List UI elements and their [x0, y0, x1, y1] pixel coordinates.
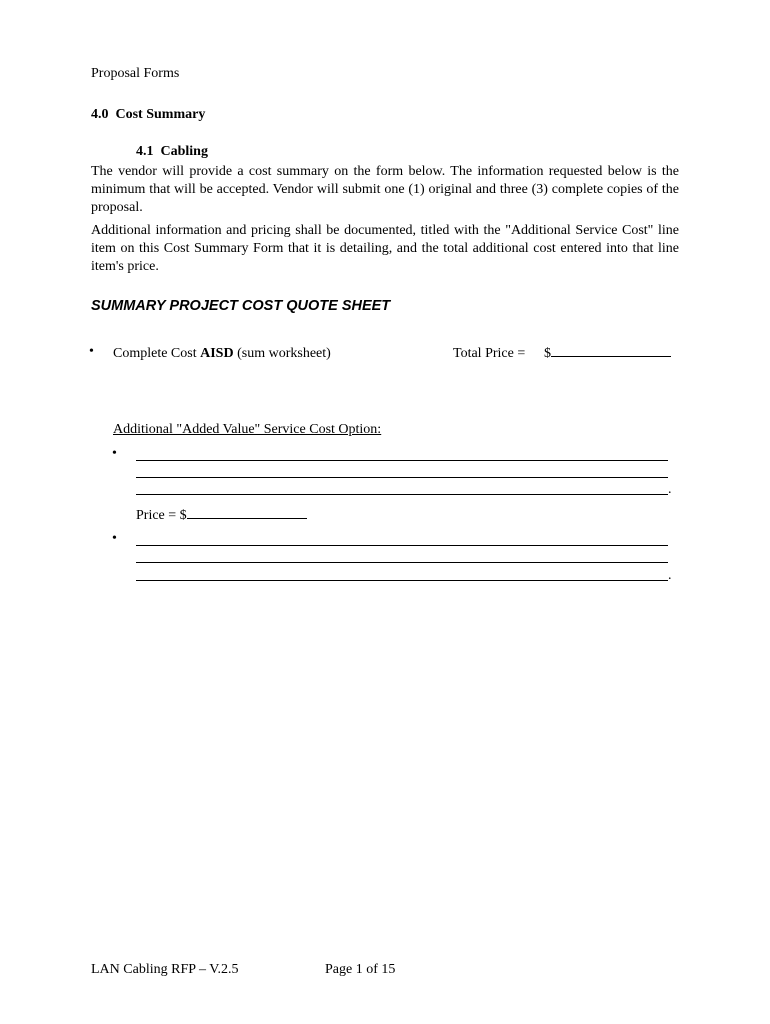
complete-cost-label	[113, 345, 331, 363]
footer-page-number: Page 1 of 15	[325, 962, 396, 977]
added-value-1-line-3[interactable]	[136, 494, 668, 495]
subsection-title: Cabling	[160, 144, 208, 159]
sheet-title: SUMMARY PROJECT COST QUOTE SHEET	[91, 298, 391, 314]
total-price-blank[interactable]	[551, 356, 671, 357]
added-value-1-price-label: Price = $	[136, 508, 187, 523]
bullet-complete-cost: •	[89, 344, 94, 359]
added-value-1-price[interactable]	[136, 507, 307, 525]
added-value-2-line-2[interactable]	[136, 562, 668, 563]
page-header: Proposal Forms	[91, 66, 180, 81]
bullet-added-value-2: •	[112, 531, 117, 546]
bullet-added-value-1: •	[112, 446, 117, 461]
added-value-1-line-1[interactable]	[136, 460, 668, 461]
total-price-field[interactable]	[544, 345, 671, 363]
subsection-number: 4.1	[136, 144, 154, 159]
added-value-2-period: .	[668, 568, 672, 583]
added-value-heading: Additional "Added Value" Service Cost Option:	[113, 422, 382, 437]
total-price-label: Total Price =	[453, 346, 526, 361]
section-title: Cost Summary	[115, 107, 206, 122]
total-price-currency: $	[544, 346, 551, 361]
added-value-2-line-3[interactable]	[136, 580, 668, 581]
section-number: 4.0	[91, 107, 109, 122]
footer-doc-label: LAN Cabling RFP – V.2.5	[91, 962, 239, 977]
paragraph-additional-info: Additional information and pricing shall be documented, titled with the "Additional Service Cost" line item on this Cost Summary Form that it is detailing, and the total additional cost entered into that line item's price.	[91, 223, 679, 274]
complete-cost-prefix: Complete Cost	[113, 346, 201, 361]
paragraph-vendor-summary: The vendor will provide a cost summary on the form below. The information requested below is the minimum that will be accepted. Vendor will submit one (1) original and three (3) complete copies of the proposal.	[91, 164, 679, 215]
added-value-2-line-1[interactable]	[136, 545, 668, 546]
complete-cost-suffix: (sum worksheet)	[233, 346, 331, 361]
subsection-heading	[136, 143, 208, 161]
complete-cost-entity: AISD	[200, 346, 234, 361]
added-value-1-line-2[interactable]	[136, 477, 668, 478]
section-heading	[91, 106, 205, 124]
added-value-1-price-blank[interactable]	[187, 518, 307, 519]
added-value-1-period: .	[668, 482, 672, 497]
